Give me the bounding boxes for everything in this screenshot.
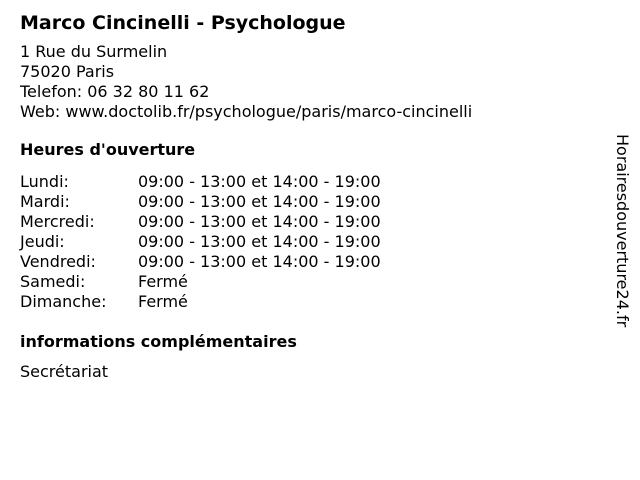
business-card	[20, 10, 600, 382]
hours-row-thursday	[20, 232, 600, 252]
site-brand-text: Horairesdouverture24.fr	[613, 134, 632, 328]
hours-row-monday	[20, 172, 600, 192]
business-title: Marco Cincinelli - Psychologue	[20, 12, 346, 34]
phone-label: Telefon:	[20, 82, 83, 101]
day-label: Vendredi:	[20, 252, 96, 271]
day-label: Dimanche:	[20, 292, 107, 311]
web-line	[20, 102, 600, 122]
address-city: 75020 Paris	[20, 62, 115, 81]
hours-row-saturday	[20, 272, 600, 292]
phone-line	[20, 82, 600, 102]
additional-info-text: Secrétariat	[20, 362, 109, 381]
day-hours: Fermé	[138, 292, 188, 311]
hours-row-sunday	[20, 292, 600, 312]
web-label: Web:	[20, 102, 61, 121]
address-street: 1 Rue du Surmelin	[20, 42, 168, 61]
phone-number[interactable]: 06 32 80 11 62	[87, 82, 210, 101]
day-hours: 09:00 - 13:00 et 14:00 - 19:00	[138, 192, 381, 211]
hours-row-friday	[20, 252, 600, 272]
day-hours: 09:00 - 13:00 et 14:00 - 19:00	[138, 212, 381, 231]
site-brand-vertical	[612, 134, 632, 354]
day-hours: Fermé	[138, 272, 188, 291]
hours-row-wednesday	[20, 212, 600, 232]
hours-row-tuesday	[20, 192, 600, 212]
day-hours: 09:00 - 13:00 et 14:00 - 19:00	[138, 232, 381, 251]
day-label: Lundi:	[20, 172, 69, 191]
day-label: Samedi:	[20, 272, 86, 291]
additional-info-heading: informations complémentaires	[20, 332, 297, 351]
day-label: Jeudi:	[20, 232, 65, 251]
day-label: Mercredi:	[20, 212, 95, 231]
day-hours: 09:00 - 13:00 et 14:00 - 19:00	[138, 172, 381, 191]
opening-hours-table	[20, 172, 600, 312]
hours-heading: Heures d'ouverture	[20, 140, 196, 159]
website-link[interactable]: www.doctolib.fr/psychologue/paris/marco-cincinelli	[65, 102, 473, 121]
day-hours: 09:00 - 13:00 et 14:00 - 19:00	[138, 252, 381, 271]
day-label: Mardi:	[20, 192, 70, 211]
contact-block	[20, 42, 600, 122]
